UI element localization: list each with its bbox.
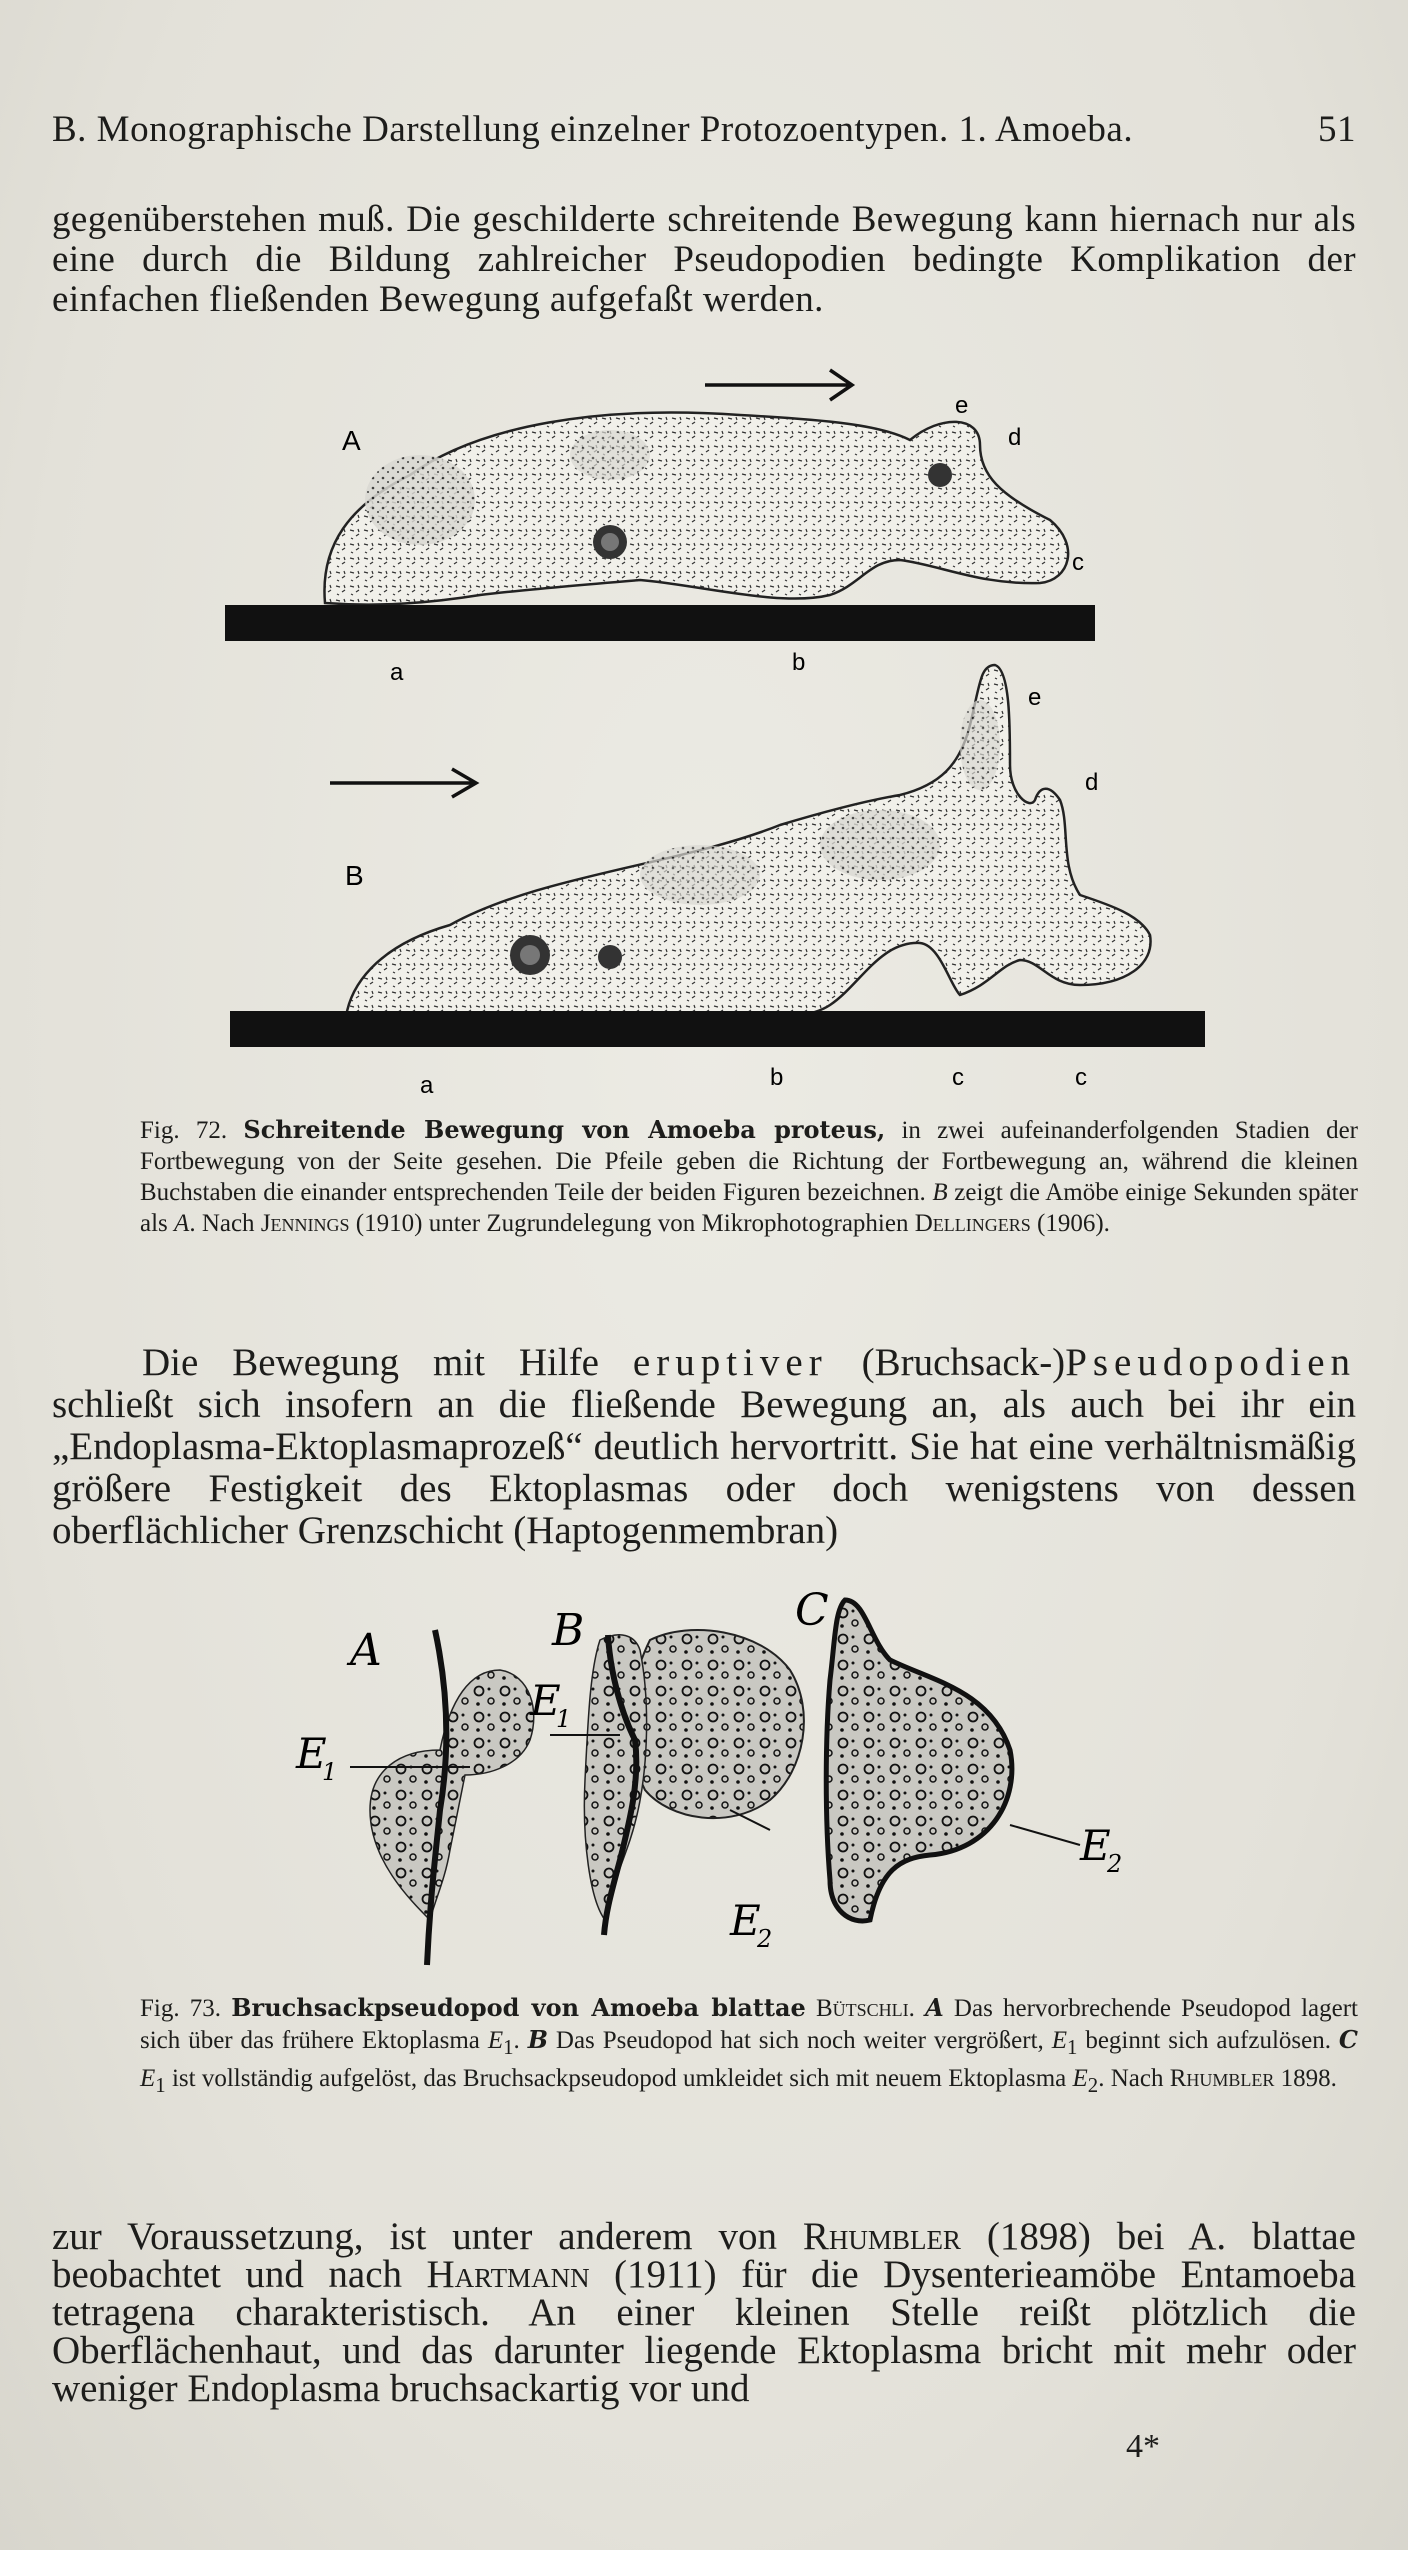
paragraph-3 <box>52 2215 1356 2410</box>
fig72-text5: (1906). <box>1030 1210 1110 1237</box>
label-E1-B-sub: 1 <box>556 1705 572 1733</box>
p2-spaced1: eruptiver <box>632 1341 828 1384</box>
intro-paragraph: gegenüberstehen muß. Die geschilderte schreitende Bewegung kann hiernach nur als eine durch die Bildung zahlreicher Pseudopodien bedingte Komplikation der einfachen fließenden Bewegung aufgefaßt werden. <box>52 199 1356 320</box>
point-c2-B: c <box>1075 1064 1087 1091</box>
fig72-text2: zeigt die Amöbe einige Sekunden später als <box>140 1179 1358 1237</box>
panel-73-A <box>295 1625 534 1965</box>
fig72-text1: in zwei aufeinanderfolgenden Stadien der Fortbewegung von der Seite gesehen. Die Pfeile geben die Richtung der Fortbewegung an, während die kleinen Buchstaben die einander entsprechenden Teile der beiden Figuren bezeichnen. <box>140 1117 1359 1206</box>
fig72-author-dellinger: Dellingers <box>914 1210 1031 1237</box>
point-d-A: d <box>1008 424 1022 451</box>
label-E1-A-sub: 1 <box>322 1758 338 1786</box>
point-b-A: b <box>792 649 806 676</box>
fig73-E1-c: E <box>140 2065 156 2092</box>
label-E2-C-sub: 2 <box>1107 1850 1123 1878</box>
label-A: A <box>342 425 361 456</box>
fig73-E2: E <box>1072 2065 1088 2092</box>
label-E1-A: E <box>296 1729 327 1778</box>
substrate-bar-B <box>230 1011 1205 1047</box>
p3-author-hartmann: Hartmann <box>426 2253 590 2296</box>
fig72-text4: (1910) unter Zugrundelegung von Mikrophotographien <box>349 1210 915 1237</box>
fig73-author-rhumbler: Rhumbler <box>1169 2065 1275 2092</box>
panel-A <box>225 370 1095 686</box>
point-a-B: a <box>420 1072 434 1099</box>
panel-73-C <box>795 1585 1122 1921</box>
label-73-A: A <box>350 1625 382 1676</box>
fig73-B-ref: B <box>527 2025 548 2054</box>
p3-part3: (1911) für die Dysenterieamöbe Entamoeba tetragena charakteristisch. An einer kleinen Stelle reißt plötzlich die Oberflächenhaut, und das darunter liegende Ektoplasma bricht mit mehr oder weniger Endoplasma bruchsackartig vor und <box>52 2253 1356 2410</box>
fig73-text-end: . Nach <box>1098 2065 1170 2092</box>
p2-part1: Die Bewegung mit Hilfe <box>142 1341 633 1384</box>
fig72-B-ref: B <box>932 1179 948 1206</box>
paragraph-2 <box>52 1342 1356 1552</box>
point-c1-B: c <box>952 1064 964 1091</box>
point-e-B: e <box>1028 684 1042 711</box>
page-number: 51 <box>1318 109 1356 150</box>
fig73-E1-b-sub: 1 <box>1067 2035 1078 2059</box>
figure-72-caption <box>140 1114 1358 1239</box>
label-E1-B: E <box>530 1676 561 1725</box>
panel-B <box>230 665 1205 1099</box>
point-d-B: d <box>1085 769 1099 796</box>
running-header <box>52 108 1356 151</box>
amoeba-B-body <box>345 665 1151 1035</box>
running-title: B. Monographische Darstellung einzelner Protozoentypen. 1. Amoeba. <box>52 109 1134 150</box>
label-E2-C: E <box>1080 1821 1111 1870</box>
p2-part2: (Bruchsack-) <box>827 1341 1066 1384</box>
label-E2-B-sub: 2 <box>757 1925 773 1953</box>
point-c-A: c <box>1072 549 1084 576</box>
fig73-text-B: Das Pseudopod hat sich noch weiter vergrößert, <box>547 2027 1052 2054</box>
panel-73-B <box>529 1605 804 1953</box>
p3-author-rhumbler: Rhumbler <box>802 2215 961 2258</box>
label-73-B: B <box>552 1605 585 1656</box>
point-a-A: a <box>390 659 404 686</box>
fig73-A-ref: A <box>925 1993 944 2022</box>
fig72-author-jennings: Jennings <box>260 1210 350 1237</box>
fig72-title: Schreitende Bewegung von Amoeba proteus, <box>243 1115 886 1144</box>
substrate-bar-A <box>225 605 1095 641</box>
p3-part2: (1898) bei A. blattae beobachtet und nach <box>52 2215 1356 2296</box>
point-b-B: b <box>770 1064 784 1091</box>
fig72-A-ref: A <box>174 1210 190 1237</box>
fig73-text-B2: beginnt sich aufzulösen. <box>1077 2027 1339 2054</box>
label-E2-B: E <box>730 1896 761 1945</box>
fig73-text-C: ist vollständig aufgelöst, das Bruchsackpseudopod umkleidet sich mit neuem Ektoplasma <box>165 2065 1073 2092</box>
direction-arrow-A <box>705 370 852 400</box>
figure-72-drawing <box>180 345 1230 1105</box>
fig72-text3: . Nach <box>189 1210 261 1237</box>
fig73-year: 1898. <box>1274 2065 1337 2092</box>
direction-arrow-B <box>330 769 476 797</box>
label-B: B <box>345 860 364 891</box>
fig73-author-buetschli: Bütschli <box>815 1995 909 2022</box>
label-73-C: C <box>795 1585 829 1636</box>
fig73-C-ref: C <box>1338 2025 1358 2054</box>
fig73-E2-sub: 2 <box>1087 2073 1099 2097</box>
fig73-E1: E <box>487 2027 504 2054</box>
fig73-title: Bruchsackpseudopod von Amoeba blattae <box>231 1993 806 2022</box>
point-e-A: e <box>955 392 969 419</box>
p2-part3: schließt sich insofern an die fließende Bewegung an, als auch bei ihr ein „Endoplasma-Ektoplasmaprozeß“ deutlich hervortritt. Sie hat eine verhältnismäßig größere Festigkeit des Ektoplasmas oder doch wenigstens von dessen oberflächlicher Grenzschicht (Haptogenmembran) <box>52 1383 1356 1552</box>
fig73-text-A: Das hervorbrechende Pseudopod lagert sich über das frühere Ektoplasma <box>140 1995 1359 2054</box>
signature-mark: 4* <box>1126 2428 1160 2465</box>
fig73-number: Fig. 73. <box>140 1995 222 2022</box>
figure-73-caption: Fig. 73. Bruchsackpseudopod von Amoeba blattae Bütschli. A Das hervorbrechende Pseudopod lagert sich über das frühere Ektoplasma $E_1$. B Das Pseudopod hat sich noch weiter vergrößert, $E_1$ beginnt sich aufzulösen. C $E_1$ ist vollständig aufgelöst, das Bruchsackpseudopod umkleidet sich mit neuem Ektoplasma $E_2$. Nach Rhumbler 1898. <box>140 1993 1359 2097</box>
fig73-E1-b: E <box>1051 2027 1067 2054</box>
figure-73-drawing <box>290 1580 1150 1970</box>
fig72-number: Fig. 72. <box>140 1117 228 1144</box>
p3-part1: zur Voraussetzung, ist unter anderem von <box>52 2215 803 2258</box>
fig73-E1-c-sub: 1 <box>155 2073 166 2097</box>
fig73-E1-sub: 1 <box>503 2035 514 2059</box>
p2-spaced2: Pseudopodien <box>1065 1341 1357 1384</box>
